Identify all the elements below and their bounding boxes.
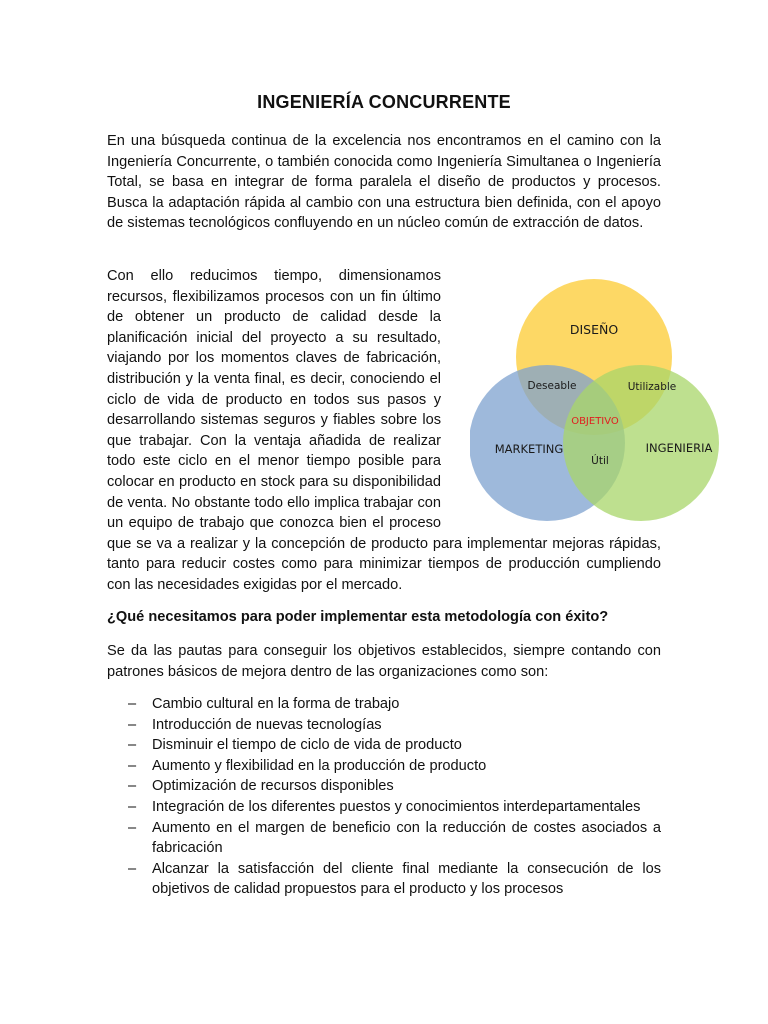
venn-label-marketing: MARKETING	[494, 442, 564, 456]
venn-label-ingenieria: INGENIERIA	[645, 441, 713, 455]
section-question: ¿Qué necesitamos para poder implementar esta metodología con éxito?	[107, 609, 609, 625]
venn-diagram	[470, 272, 726, 528]
list-bullet: –	[128, 696, 137, 712]
venn-label-utilizable: Utilizable	[627, 381, 677, 393]
intro-paragraph: En una búsqueda continua de la excelencia nos encontramos en el camino con la Ingeniería Concurrente, o también conocida como Ingeniería Simultanea o Ingeniería Total, se basa en integrar de forma paralela el diseño de productos y procesos. Busca la adaptación rápida al cambio con una estructura bien definida, con el apoyo de sistemas tecnológicos confluyendo en un núcleo común de extracción de datos.	[107, 133, 661, 232]
improvement-list	[107, 694, 661, 900]
list-bullet: –	[128, 716, 137, 733]
page-title: INGENIERÍA CONCURRENTE	[257, 92, 511, 112]
list-bullet: –	[128, 737, 137, 754]
venn-label-util: Útil	[591, 455, 609, 467]
patterns-intro: Se da las pautas para conseguir los objetivos establecidos, siempre contando con patrones básicos de mejora dentro de las organizaciones como son:	[107, 643, 661, 680]
venn-label-deseable: Deseable	[527, 380, 577, 392]
list-bullet: –	[128, 860, 137, 877]
list-item: – Aumento en el margen de beneficio con la reducción de costes asociados a fabricación	[128, 819, 661, 857]
list-item: – Integración de los diferentes puestos y conocimientos interdepartamentales	[107, 797, 661, 818]
second-paragraph: Con ello reducimos tiempo, dimensionamos recursos, flexibilizamos procesos con un fin último de obtener un producto de calidad desde la planificación inicial del proyecto a su resultado, viajando por los momentos claves de fabricación, distribución y la venta final, es decir, conociendo el ciclo de vida de producto en todos sus pasos y desarrollando sistemas seguros y fiables sobre los que trabajar. Con la ventaja añadida de realizar todo este ciclo en el menor tiempo posible para colocar en producto en stock para su disponibilidad de venta. No obstante todo ello implica trabajar con un equipo de trabajo que conozca bien el proceso que se va a realizar y la concepción de producto para implementar mejoras rápidas, tanto para reducir costes como para minimizar tiempos de producción cumpliendo con las necesidades exigidas por el mercado.	[107, 268, 661, 593]
list-item: – Alcanzar la satisfacción del cliente final mediante la consecución de los objetivos de calidad propuestos para el producto y los procesos	[128, 860, 661, 898]
list-bullet: –	[128, 757, 137, 774]
list-bullet: –	[128, 798, 137, 815]
list-item: – Optimización de recursos disponibles	[107, 776, 661, 797]
list-item: – Disminuir el tiempo de ciclo de vida de producto	[107, 735, 661, 756]
list-bullet: –	[128, 819, 137, 836]
venn-label-objetivo: OBJETIVO	[571, 416, 619, 427]
venn-label-diseno: DISEÑO	[569, 322, 619, 337]
list-item: – Cambio cultural en la forma de trabajo	[107, 694, 661, 715]
list-item: – Aumento y flexibilidad en la producción de producto	[107, 756, 661, 777]
list-bullet: –	[128, 778, 137, 795]
list-item: – Introducción de nuevas tecnologías	[107, 715, 661, 736]
